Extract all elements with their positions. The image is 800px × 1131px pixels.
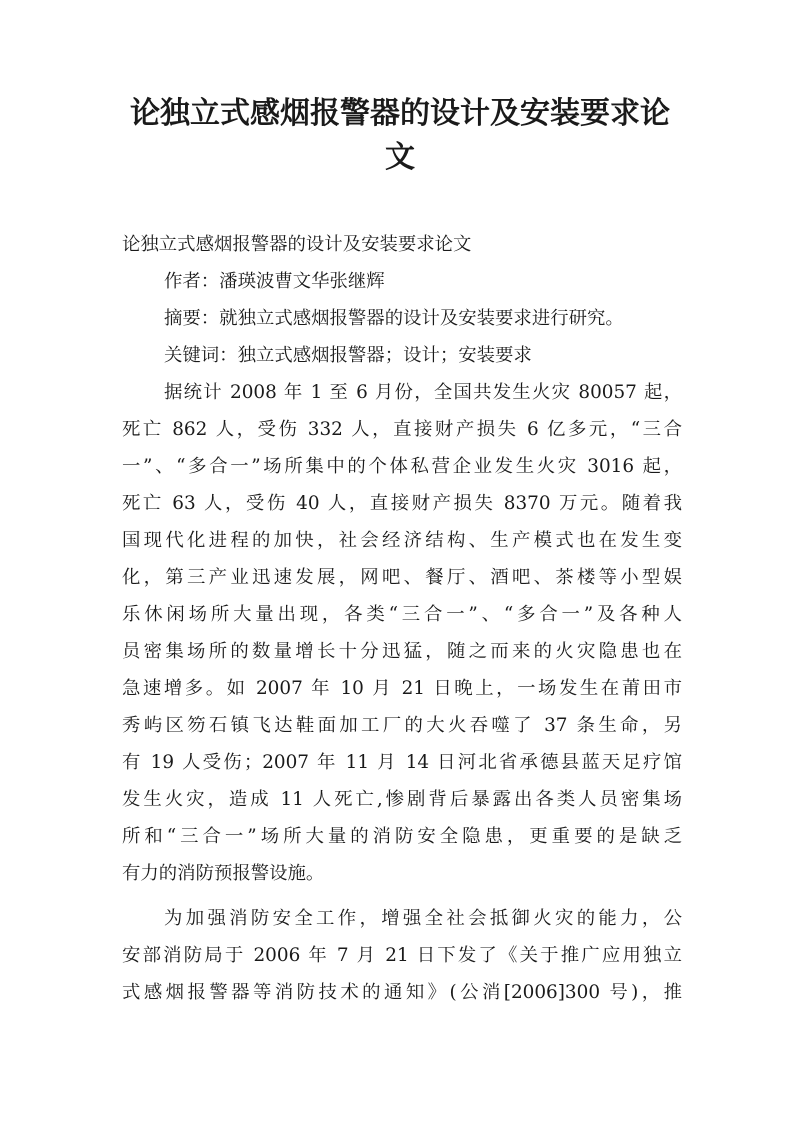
paragraph-line: 员密集场所的数量增长十分迅猛，随之而来的火灾隐患也在 <box>122 641 682 662</box>
paragraph-line: 安部消防局于 2006 年 7 月 21 日下发了《关于推广应用独立 <box>122 945 682 966</box>
title-line-2: 文 <box>385 140 415 175</box>
paragraph-line: 急速增多。如 2007 年 10 月 21 日晚上，一场发生在莆田市 <box>122 678 682 699</box>
subtitle: 论独立式感烟报警器的设计及安装要求论文 <box>122 234 472 255</box>
document-body <box>122 226 682 1011</box>
paragraph-line: 国现代化进程的加快，社会经济结构、生产模式也在发生变 <box>122 530 682 551</box>
paragraph-line: 死亡 63 人，受伤 40 人，直接财产损失 8370 万元。随着我 <box>122 493 682 514</box>
paragraph-line: 死亡 862 人，受伤 332 人，直接财产损失 6 亿多元，“三合 <box>122 419 682 440</box>
paragraph-line: 为加强消防安全工作，增强全社会抵御火灾的能力，公 <box>164 908 682 929</box>
paragraph-line: 式感烟报警器等消防技术的通知》(公消[2006]300 号)，推 <box>122 982 682 1003</box>
paragraph-line: 所和“三合一”场所大量的消防安全隐患，更重要的是缺乏 <box>122 826 682 847</box>
keywords-line: 关键词：独立式感烟报警器；设计；安装要求 <box>164 345 532 366</box>
title-line-1: 论独立式感烟报警器的设计及安装要求论 <box>130 96 670 131</box>
paragraph-line: 有力的消防预报警设施。 <box>122 863 325 884</box>
abstract-line: 摘要：就独立式感烟报警器的设计及安装要求进行研究。 <box>164 308 624 329</box>
paragraph-line: 一”、“多合一”场所集中的个体私营企业发生火灾 3016 起， <box>122 456 682 477</box>
document-title <box>100 92 700 180</box>
paragraph-line: 化，第三产业迅速发展，网吧、餐厅、酒吧、茶楼等小型娱 <box>122 567 682 588</box>
paragraph-line: 秀屿区笏石镇飞达鞋面加工厂的大火吞噬了 37 条生命，另 <box>122 715 682 736</box>
paragraph-line: 乐休闲场所大量出现，各类“三合一”、“多合一”及各种人 <box>122 604 682 625</box>
paragraph-1 <box>122 374 682 892</box>
author-line: 作者：潘瑛波曹文华张继辉 <box>164 271 385 292</box>
paragraph-spacer <box>122 892 682 900</box>
paragraph-line: 有 19 人受伤；2007 年 11 月 14 日河北省承德县蓝天足疗馆 <box>122 752 682 773</box>
paragraph-2 <box>122 900 682 1011</box>
paragraph-line: 发生火灾，造成 11 人死亡,惨剧背后暴露出各类人员密集场 <box>122 789 682 810</box>
paragraph-line: 据统计 2008 年 1 至 6 月份，全国共发生火灾 80057 起， <box>164 382 682 403</box>
